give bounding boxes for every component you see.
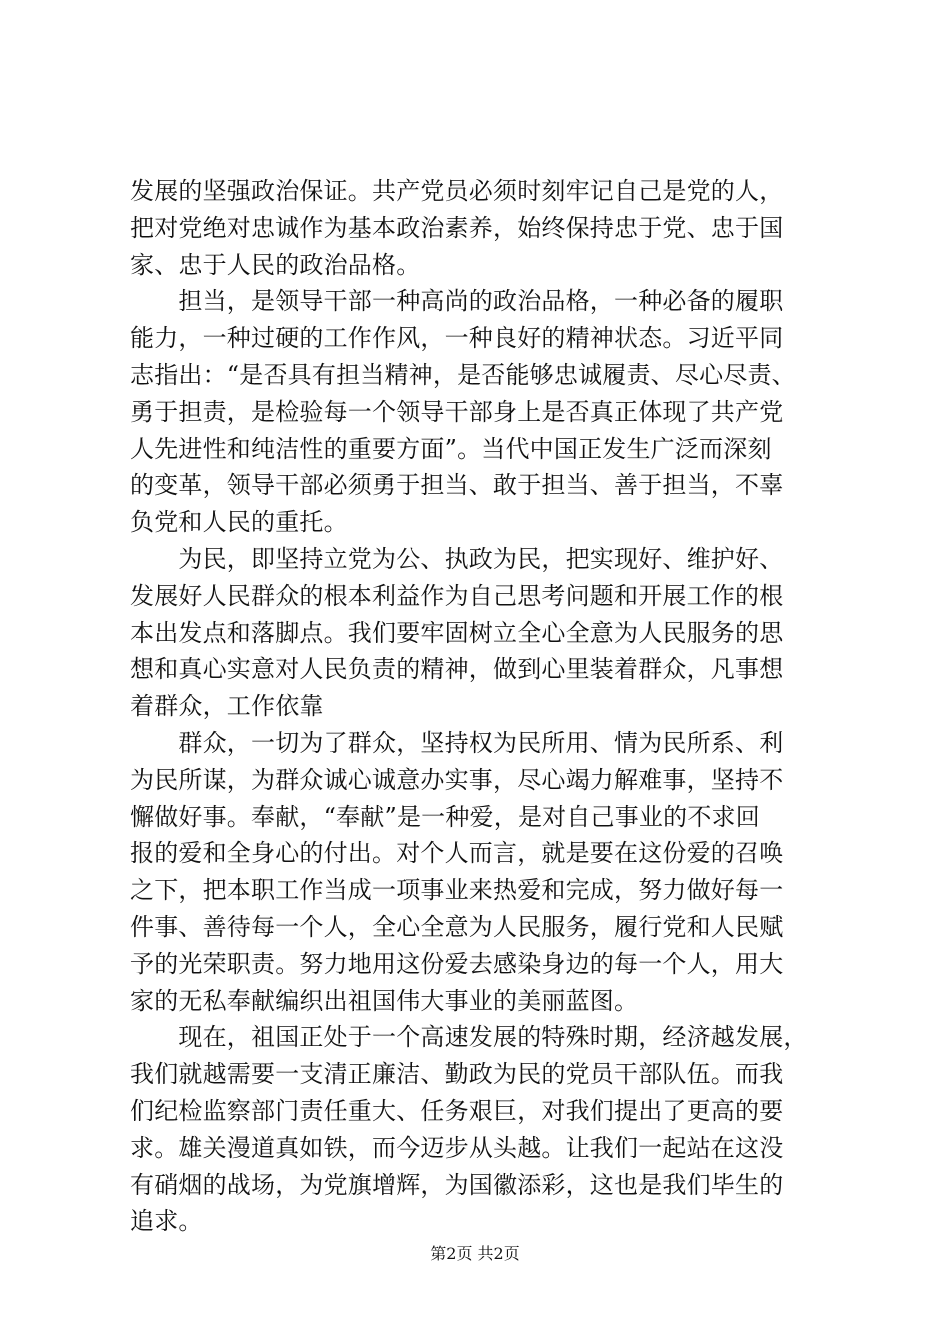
- text-line: 志指出：“是否具有担当精神，是否能够忠诚履责、尽心尽责、: [130, 360, 796, 389]
- text-line: 家、忠于人民的政治品格。: [130, 250, 421, 279]
- text-line: 的变革，领导干部必须勇于担当、敢于担当、善于担当，不辜: [130, 471, 784, 500]
- document-body: [130, 173, 830, 1240]
- text-line: 着群众，工作依靠: [130, 692, 324, 721]
- text-line: 担当，是领导干部一种高尚的政治品格，一种必备的履职: [130, 287, 784, 316]
- text-line: 报的爱和全身心的付出。对个人而言，就是要在这份爱的召唤: [130, 839, 784, 868]
- text-line: 为民所谋，为群众诚心诚意办实事，尽心竭力解难事，坚持不: [130, 765, 784, 794]
- text-line: 把对党绝对忠诚作为基本政治素养，始终保持忠于党、忠于国: [130, 213, 784, 242]
- text-line: 人先进性和纯洁性的重要方面”。当代中国正发生广泛而深刻: [130, 434, 772, 463]
- text-line: 能力，一种过硬的工作作风，一种良好的精神状态。习近平同: [130, 324, 784, 353]
- text-line: 勇于担责，是检验每一个领导干部身上是否真正体现了共产党: [130, 397, 784, 426]
- text-line: 为民，即坚持立党为公、执政为民，把实现好、维护好、: [130, 544, 784, 573]
- text-line: 件事、善待每一个人，全心全意为人民服务，履行党和人民赋: [130, 912, 784, 941]
- text-line: 追求。: [130, 1207, 203, 1236]
- text-line: 发展好人民群众的根本利益作为自己思考问题和开展工作的根: [130, 581, 784, 610]
- text-line: 群众，一切为了群众，坚持权为民所用、情为民所系、利: [130, 728, 784, 757]
- text-line: 有硝烟的战场，为党旗增辉，为国徽添彩，这也是我们毕生的: [130, 1170, 784, 1199]
- page-number-footer: 第2页 共2页: [430, 1244, 520, 1263]
- text-line: 家的无私奉献编织出祖国伟大事业的美丽蓝图。: [130, 986, 639, 1015]
- text-line: 负党和人民的重托。: [130, 508, 348, 537]
- text-line: 发展的坚强政治保证。共产党员必须时刻牢记自己是党的人，: [130, 177, 784, 205]
- text-line: 们纪检监察部门责任重大、任务艰巨，对我们提出了更高的要: [130, 1096, 784, 1125]
- text-line: 予的光荣职责。努力地用这份爱去感染身边的每一个人，用大: [130, 949, 784, 978]
- text-line: 想和真心实意对人民负责的精神，做到心里装着群众，凡事想: [130, 655, 784, 684]
- text-line: 懈做好事。奉献，“奉献”是一种爱，是对自己事业的不求回: [130, 802, 760, 831]
- text-line: 求。雄关漫道真如铁，而今迈步从头越。让我们一起站在这没: [130, 1133, 784, 1162]
- text-line: 现在，祖国正处于一个高速发展的特殊时期，经济越发展，: [130, 1023, 808, 1052]
- text-line: 我们就越需要一支清正廉洁、勤政为民的党员干部队伍。而我: [130, 1060, 784, 1089]
- text-line: 本出发点和落脚点。我们要牢固树立全心全意为人民服务的思: [130, 618, 784, 647]
- text-line: 之下，把本职工作当成一项事业来热爱和完成，努力做好每一: [130, 876, 784, 905]
